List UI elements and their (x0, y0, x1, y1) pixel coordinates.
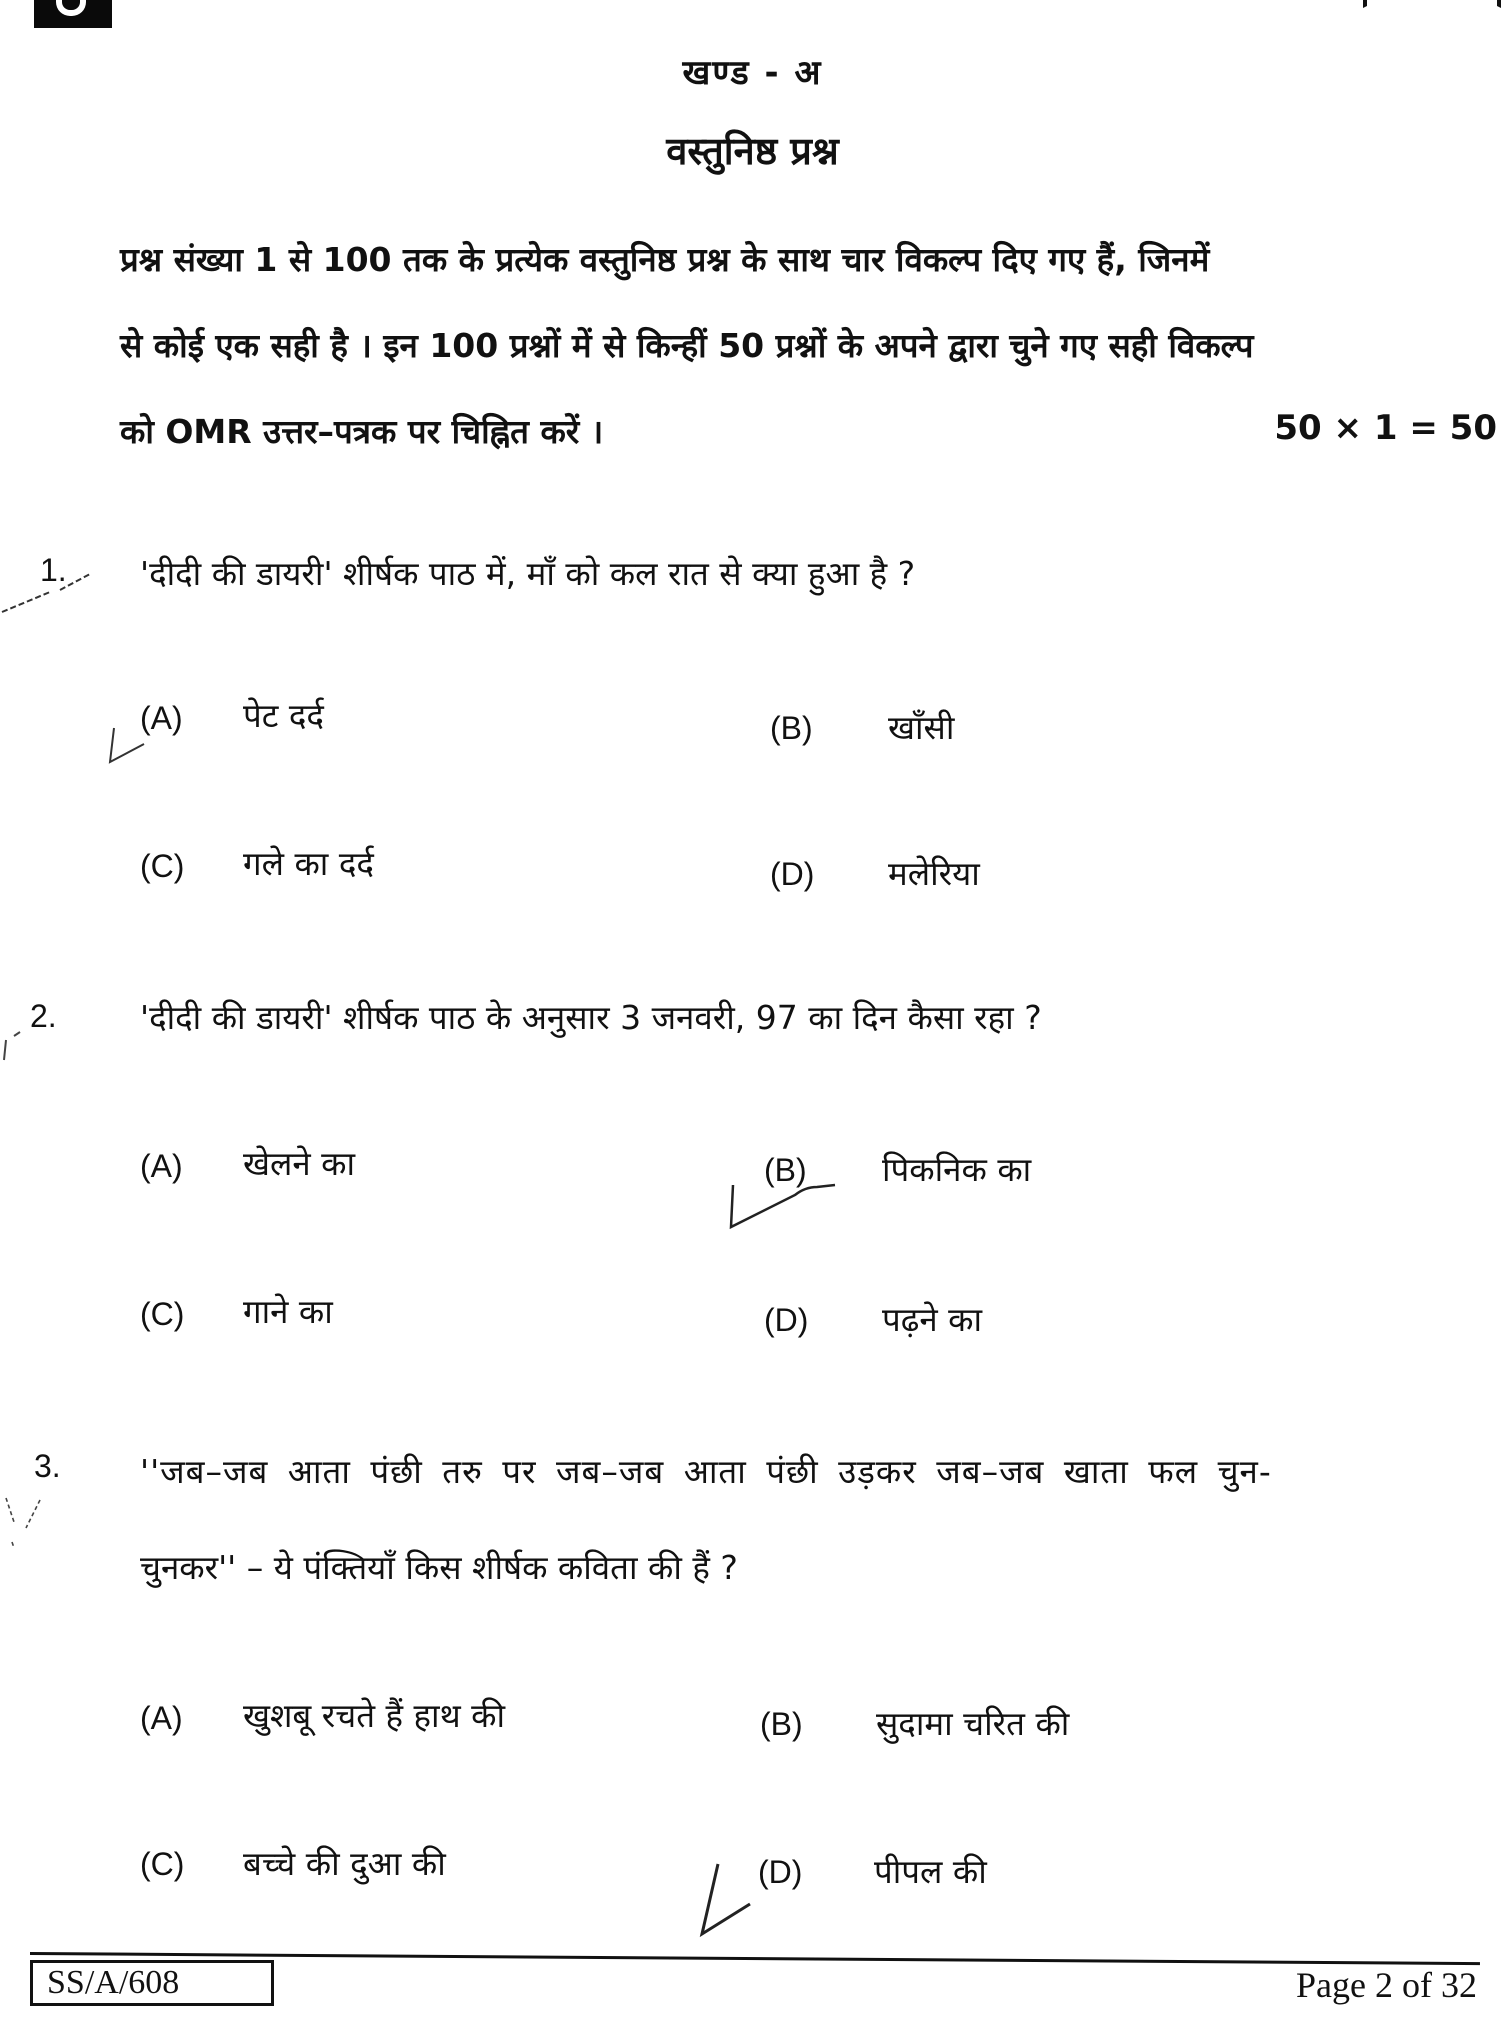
question-number: 3. (34, 1448, 61, 1484)
question-number: 2. (30, 998, 57, 1034)
option-label-a: (A) (140, 1148, 183, 1184)
section-title: खण्ड - अ (682, 53, 823, 93)
option-label-c: (C) (140, 1296, 185, 1332)
option-text-d: पीपल की (874, 1852, 987, 1891)
option-text-c: गले का दर्द (243, 844, 374, 883)
option-label-d: (D) (758, 1854, 803, 1890)
option-label-a: (A) (140, 1700, 183, 1736)
option-text-c: गाने का (243, 1292, 333, 1331)
corner-tab-glyph (56, 0, 86, 16)
option-label-d: (D) (770, 856, 815, 892)
section-subtitle: वस्तुनिष्ठ प्रश्न (666, 129, 839, 173)
handwritten-tick-icon (688, 1860, 758, 1940)
option-label-b: (B) (760, 1706, 803, 1742)
option-text-a: खुशबू रचते हैं हाथ की (243, 1696, 506, 1735)
option-text-d: मलेरिया (888, 854, 980, 893)
option-label-b: (B) (764, 1152, 807, 1188)
question-text: 'दीदी की डायरी' शीर्षक पाठ के अनुसार 3 जनवरी, 97 का दिन कैसा रहा ? (140, 998, 1042, 1037)
instruction-line-1: प्रश्न संख्या 1 से 100 तक के प्रत्येक वस्तुनिष्ठ प्रश्न के साथ चार विकल्प दिए गए हैं, जिनमें (120, 240, 1210, 279)
question-text-line-1: ''जब–जब आता पंछी तरु पर जब–जब आता पंछी उड़कर जब–जब खाता फल चुन- (140, 1452, 1272, 1491)
marks-allocation: 50 × 1 = 50 (1274, 408, 1497, 448)
question-text-line-2: चुनकर'' – ये पंक्तियाँ किस शीर्षक कविता की हैं ? (140, 1548, 738, 1587)
option-label-c: (C) (140, 1846, 185, 1882)
page-number: Page 2 of 32 (1296, 1965, 1477, 2005)
page-corner-tab (34, 0, 112, 28)
option-label-a: (A) (140, 700, 183, 736)
handwritten-tick-icon (0, 1478, 60, 1558)
question-text: 'दीदी की डायरी' शीर्षक पाठ में, माँ को कल रात से क्या हुआ है ? (140, 554, 916, 593)
option-text-a: पेट दर्द (243, 696, 324, 735)
page-corner-bracket (1363, 0, 1501, 8)
option-label-d: (D) (764, 1302, 809, 1338)
option-text-c: बच्चे की दुआ की (243, 1844, 446, 1883)
instruction-line-3: को OMR उत्तर–पत्रक पर चिह्नित करें । (120, 412, 604, 451)
handwritten-tick-icon (0, 1030, 30, 1070)
option-label-b: (B) (770, 710, 813, 746)
option-text-b: सुदामा चरित की (876, 1704, 1070, 1743)
question-number: 1. (40, 552, 67, 588)
option-label-c: (C) (140, 848, 185, 884)
paper-code: SS/A/608 (30, 1960, 274, 2006)
instruction-line-2: से कोई एक सही है । इन 100 प्रश्नों में से किन्हीं 50 प्रश्नों के अपने द्वारा चुने गए सही विकल्प (120, 326, 1254, 365)
option-text-b: खाँसी (888, 708, 955, 747)
option-text-b: पिकनिक का (882, 1150, 1032, 1189)
option-text-a: खेलने का (243, 1144, 356, 1183)
option-text-d: पढ़ने का (882, 1300, 983, 1339)
